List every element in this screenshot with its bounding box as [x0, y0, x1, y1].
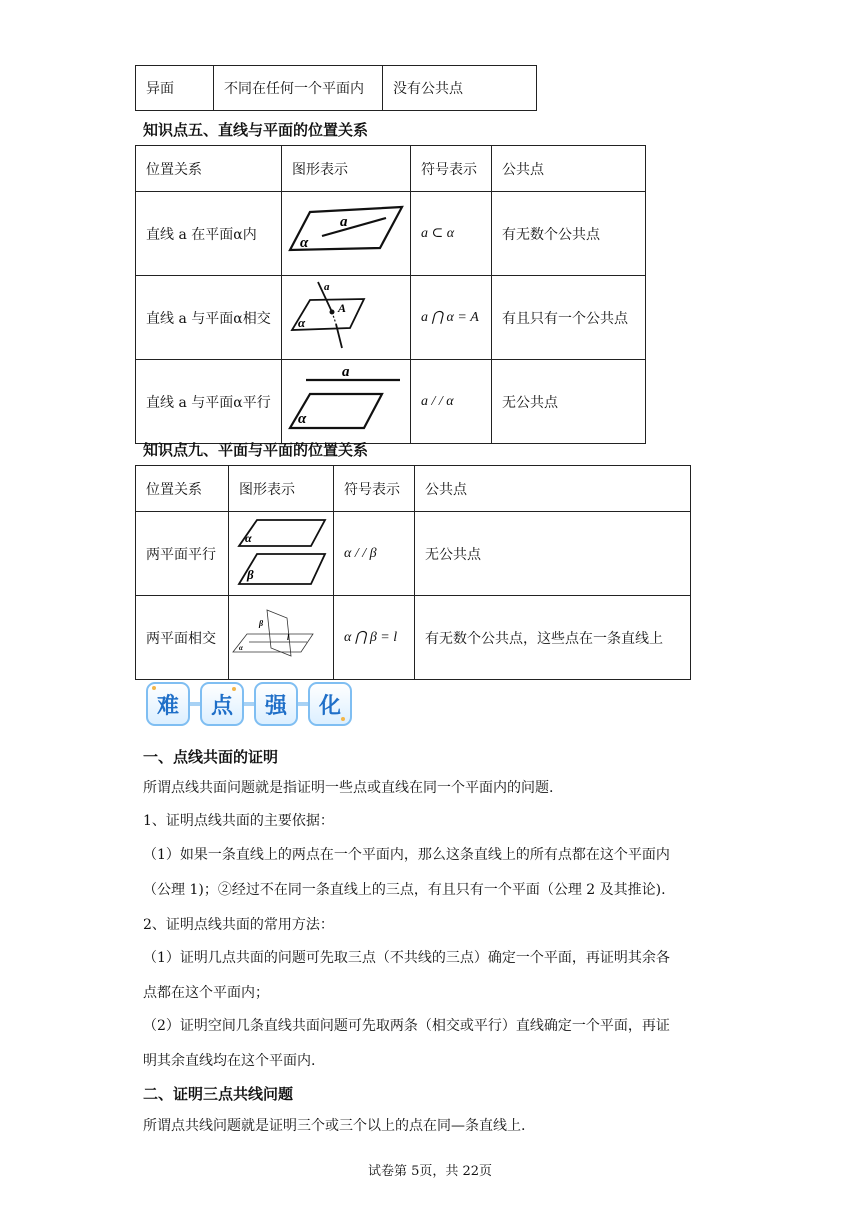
header-symbol: 符号表示 [411, 146, 492, 192]
badge-connector [244, 702, 254, 706]
section5-title: 知识点五、直线与平面的位置关系 [143, 121, 369, 139]
row-points: 无公共点 [415, 512, 691, 596]
plane-plane-table [135, 465, 691, 680]
header-points: 公共点 [415, 466, 691, 512]
part1-title: 一、点线共面的证明 [143, 748, 279, 766]
row-symbol: a / / α [411, 360, 492, 444]
svg-text:a: a [324, 281, 330, 293]
svg-text:a: a [340, 214, 348, 230]
part1-line-1: 所谓点线共面问题就是指证明一些点或直线在同一个平面内的问题. [143, 780, 554, 796]
badge-char-4: 化 [308, 682, 352, 726]
cell-points: 没有公共点 [383, 66, 537, 111]
svg-text:β: β [259, 619, 264, 628]
badge-char-2: 点 [200, 682, 244, 726]
part1-line-8: （2）证明空间几条直线共面问题可先取两条（相交或平行）直线确定一个平面，再证 [143, 1018, 670, 1034]
svg-text:β: β [247, 567, 254, 582]
svg-text:α: α [300, 235, 309, 251]
svg-text:α: α [239, 644, 243, 652]
part1-line-2: 1、证明点线共面的主要依据： [143, 813, 334, 829]
cell-condition: 不同在任何一个平面内 [214, 66, 383, 111]
row-symbol: a ⋂ α = A [411, 276, 492, 360]
figure-line-in-plane [282, 192, 411, 276]
figure-line-intersect-plane [282, 276, 411, 360]
header-figure: 图形表示 [282, 146, 411, 192]
part1-line-3: （1）如果一条直线上的两点在一个平面内，那么这条直线上的所有点都在这个平面内 [143, 847, 670, 863]
svg-text:a: a [342, 364, 350, 380]
badge-connector [298, 702, 308, 706]
page-footer: 试卷第 5页，共 22页 [367, 1164, 493, 1179]
top-table [135, 65, 537, 111]
part1-line-7: 点都在这个平面内； [143, 985, 269, 1001]
row-relation: 直线 a 与平面α相交 [136, 276, 282, 360]
part1-line-9: 明其余直线均在这个平面内. [143, 1053, 316, 1069]
badge-char-3: 强 [254, 682, 298, 726]
section9-title: 知识点九、平面与平面的位置关系 [143, 441, 369, 459]
figure-line-parallel-plane [282, 360, 411, 444]
cell-relation: 异面 [136, 66, 214, 111]
part1-line-5: 2、证明点线共面的常用方法： [143, 917, 334, 933]
header-symbol: 符号表示 [334, 466, 415, 512]
svg-text:α: α [245, 531, 252, 545]
header-figure: 图形表示 [229, 466, 334, 512]
row-relation: 直线 a 与平面α平行 [136, 360, 282, 444]
header-relation: 位置关系 [136, 146, 282, 192]
difficulty-badge [146, 682, 352, 726]
badge-char-1: 难 [146, 682, 190, 726]
svg-text:α: α [298, 315, 306, 330]
figure-planes-parallel [229, 512, 334, 596]
row-symbol: α / / β [334, 512, 415, 596]
figure-planes-intersect [229, 596, 334, 680]
row-points: 有无数个公共点 [492, 192, 646, 276]
part2-line-1: 所谓点共线问题就是证明三个或三个以上的点在同—条直线上. [143, 1118, 526, 1134]
row-symbol: α ⋂ β = l [334, 596, 415, 680]
svg-text:A: A [338, 301, 347, 315]
header-relation: 位置关系 [136, 466, 229, 512]
line-plane-table [135, 145, 646, 444]
row-symbol: a ⊂ α [411, 192, 492, 276]
badge-connector [190, 702, 200, 706]
row-points: 有无数个公共点，这些点在一条直线上 [415, 596, 691, 680]
row-relation: 两平面平行 [136, 512, 229, 596]
part1-line-4: （公理 1)；②经过不在同一条直线上的三点，有且只有一个平面（公理 2 及其推论). [143, 882, 666, 898]
part2-title: 二、证明三点共线问题 [143, 1085, 294, 1103]
svg-text:l: l [287, 633, 290, 642]
row-points: 无公共点 [492, 360, 646, 444]
svg-text:α: α [298, 411, 307, 427]
row-relation: 两平面相交 [136, 596, 229, 680]
row-points: 有且只有一个公共点 [492, 276, 646, 360]
row-relation: 直线 a 在平面α内 [136, 192, 282, 276]
header-points: 公共点 [492, 146, 646, 192]
part1-line-6: （1）证明几点共面的问题可先取三点（不共线的三点）确定一个平面，再证明其余各 [143, 950, 670, 966]
